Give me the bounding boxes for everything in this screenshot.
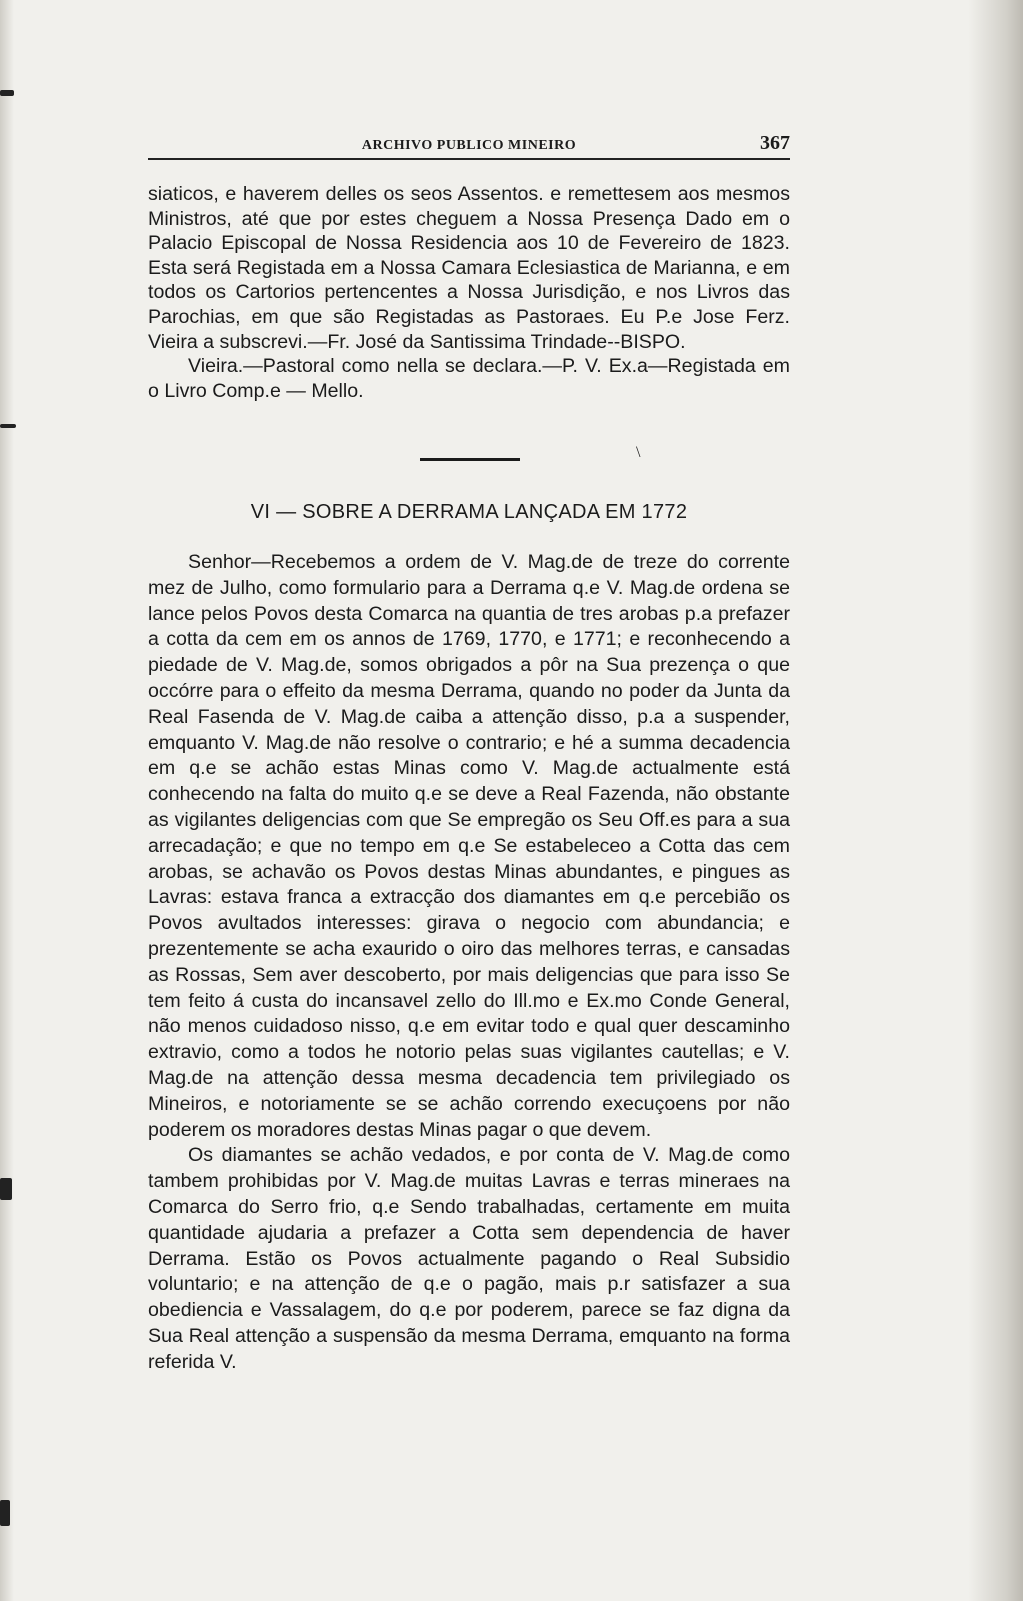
paragraph: siaticos, e haverem delles os seos Assentos. e remettesem aos mesmos Ministros, até que por estes cheguem a Nossa Presença Dado em o Palacio Episcopal de Nossa Residencia aos 10 de Fevereiro de 1823. Esta será Registada em a Nossa Camara Eclesiastica de Marianna, e em todos os Cartorios pertencentes a Nossa Jurisdição, e nos Livros das Parochias, em que são Registadas as Pastoraes. Eu P.e Jose Ferz. Vieira a subscrevi.—Fr. José da Santissima Trindade--BISPO. xyxy=(148,183,790,353)
section-title: VI — SOBRE A DERRAMA LANÇADA EM 1772 xyxy=(250,501,688,523)
letter-text xyxy=(148,550,790,1376)
header-rule xyxy=(148,158,790,160)
page-header xyxy=(148,130,790,160)
running-title: ARCHIVO PUBLICO MINEIRO xyxy=(361,138,577,153)
page-edge-shadow xyxy=(968,0,1023,1601)
margin-mark xyxy=(0,1178,12,1200)
margin-mark xyxy=(0,90,14,96)
section-separator xyxy=(420,458,520,461)
page-number: 367 xyxy=(760,132,790,154)
paragraph: Vieira.—Pastoral como nella se declara.—P. V. Ex.a—Registada em o Livro Comp.e — Mello. xyxy=(148,355,790,402)
binding-shadow xyxy=(0,0,14,1601)
margin-mark xyxy=(0,1500,10,1526)
paragraph: Senhor—Recebemos a ordem de V. Mag.de de treze do corrente mez de Julho, como formulario para a Derrama q.e V. Mag.de ordena se lance pelos Povos desta Comarca na quantia de tres arobas p.a prefazer a cotta da cem em os annos de 1769, 1770, e 1771; e reconhecendo a piedade de V. Mag.de, somos obrigados a pôr na Sua prezença o que occórre para o effeito da mesma Derrama, quando no poder da Junta da Real Fasenda de V. Mag.de caiba a attenção disso, p.a a suspender, emquanto V. Mag.de não resolve o contrario; e hé a summa decadencia em q.e se achão estas Minas como V. Mag.de actualmente está conhecendo na falta do muito q.e se deve a Real Fazenda, não obstante as vigilantes deligencias com que Se empregão os Seu Off.es para a sua arrecadação; e que no tempo em q.e Se estabeleceo a Cotta das cem arobas, se achavão os Povos destas Minas abundantes, e pingues as Lavras: estava franca a extracção dos diamantes em q.e percebião os Povos avultados interesses: girava o negocio com abundancia; e prezentemente se acha exaurido o oiro das melhores terras, e cansadas as Rossas, Sem aver descoberto, por mais deligencias que para isso Se tem feito á custa do incansavel zello do Ill.mo e Ex.mo Conde General, não menos cuidadoso nisso, q.e em evitar todo e qual quer descaminho extravio, como a todos he notorio pelas suas vigilantes cautellas; e V. Mag.de na attenção dessa mesma decadencia tem privilegiado os Mineiros, e notoriamente se se achão correndo execuçoens por não poderem os moradores destas Minas pagar o que devem. xyxy=(148,551,790,1141)
paragraph: Os diamantes se achão vedados, e por conta de V. Mag.de como tambem prohibidas por V. Mag.de muitas Lavras e terras mineraes na Comarca do Serro frio, q.e Sendo trabalhadas, certamente em muita quantidade ajudaria a prefazer a Cotta sem dependencia de haver Derrama. Estão os Povos actualmente pagando o Real Subsidio voluntario; e na attenção de q.e o pagão, mais p.r satisfazer a sua obediencia e Vassalagem, do q.e por poderem, parece se faz digna da Sua Real attenção a suspensão da mesma Derrama, emquanto na forma referida V. xyxy=(148,1144,790,1373)
margin-mark xyxy=(0,424,16,428)
pastoral-text xyxy=(148,182,790,403)
stray-mark: \ xyxy=(636,444,641,461)
